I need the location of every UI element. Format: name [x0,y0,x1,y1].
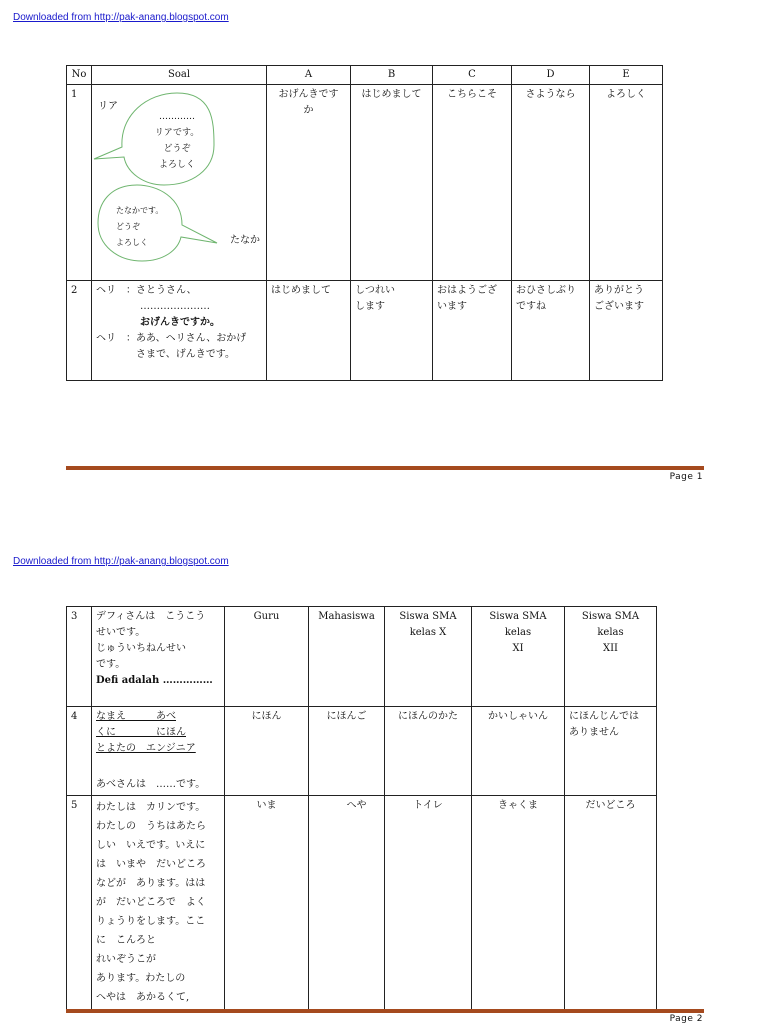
q2-option-e: ありがとう ございます [594,285,644,312]
bubble1-line: ………… [159,112,195,122]
download-link-page2[interactable]: Downloaded from http://pak-anang.blogspot.com [13,556,229,567]
table-row [67,607,657,707]
q1-bubble2-text [116,203,166,251]
q4-question: あべさんは ……です。 [96,779,206,790]
bubble2-line: よろしく [116,238,148,247]
q1-option-c: こちらこそ [447,89,497,100]
q4-line: とよたの エンジニア [96,743,196,754]
table-row [67,707,657,796]
q4-option-b: にほんご [326,711,367,722]
q1-speaker-tanaka: たなか [230,235,260,246]
q3-option-b: Mahasiswa [318,611,375,622]
q3-soal-question: Defi adalah …………… [96,675,213,686]
q3-soal-text: デフィさんは こうこう せいです。 じゅういちねんせい です。 [96,611,206,670]
q2-option-c: おはようござ います [437,285,497,312]
bubble2-line: どうぞ [116,222,140,231]
table-row [67,281,663,381]
table-header-row [67,66,663,85]
header-soal: Soal [92,66,267,85]
q2-line1: ヘリ ：さとうさん、 [96,285,197,296]
q3-soal [92,607,225,707]
q4-line: なまえ あべ [96,711,176,722]
q3-option-c: Siswa SMA kelas X [399,611,457,638]
header-c: C [433,66,512,85]
page-number-2: Page 2 [669,1014,703,1024]
q1-option-b: はじめまして [361,89,422,100]
q4-line: くに にほん [96,727,186,738]
table-row [67,796,657,1010]
q4-soal [92,707,225,796]
header-d: D [512,66,590,85]
q3-option-d: Siswa SMA kelas XI [489,611,547,654]
q5-option-d: きゃくま [498,800,538,811]
question-table-page2 [66,606,657,1010]
header-e: E [590,66,663,85]
q1-bubble1-text [142,109,212,173]
q4-option-d: かいしゃいん [488,711,548,722]
footer-rule-page2 [66,1009,704,1013]
header-no: No [67,66,92,85]
table-row [67,85,663,281]
question-table-page1 [66,65,663,381]
q1-option-e: よろしく [606,89,646,100]
bubble1-line: リアです。 [154,128,200,138]
bubble1-line: よろしく [158,160,195,170]
q2-line3: おげんきですか。 [140,317,220,328]
q2-soal [92,281,267,381]
header-a: A [267,66,351,85]
q2-option-a: はじめまして [271,285,331,296]
q3-number: 3 [67,607,92,707]
q4-number: 4 [67,707,92,796]
q1-speaker-lia: リア [98,101,118,112]
q2-line2: ………………… [140,301,210,312]
q1-number: 1 [67,85,92,281]
q4-option-c: にほんのかた [398,711,458,722]
q5-option-a: いま [256,800,277,811]
q1-soal [92,85,267,281]
q5-number: 5 [67,796,92,1010]
q3-option-a: Guru [253,611,280,622]
header-b: B [351,66,433,85]
q2-option-b: しつれい します [355,285,395,312]
q3-option-e: Siswa SMA kelas XII [581,611,640,654]
bubble1-line: どうぞ [163,144,191,154]
page-number-1: Page 1 [669,472,703,482]
q2-line4: ヘリ ：ああ、ヘリさん、おかげ さまで、げんきです。 [96,333,247,360]
download-link-page1[interactable]: Downloaded from http://pak-anang.blogspot.com [13,12,229,23]
bubble2-line: たなかです。 [116,206,164,215]
footer-rule-page1 [66,466,704,470]
q5-soal [92,796,225,1010]
q4-option-a: にほん [251,711,282,722]
q2-option-d: おひさしぶり ですね [516,285,576,312]
q2-number: 2 [67,281,92,381]
q5-option-b: へや [346,800,367,811]
q4-option-e: にほんじんでは ありません [569,711,639,738]
q1-option-d: さようなら [525,89,576,100]
q5-soal-text: わたしは カリンです。 わたしの うちはあたら しい いえです。いえに は いまや だいどころ などが あります。はは が だいどころで よく りょうりをします。ここ に こんろと れいぞうこが あります。わたしの へやは あかるくて, [96,802,206,1003]
q5-option-e: だいどころ [585,800,636,811]
q1-option-a: おげんきです か [278,89,339,116]
q5-option-c: トイレ [413,800,443,811]
